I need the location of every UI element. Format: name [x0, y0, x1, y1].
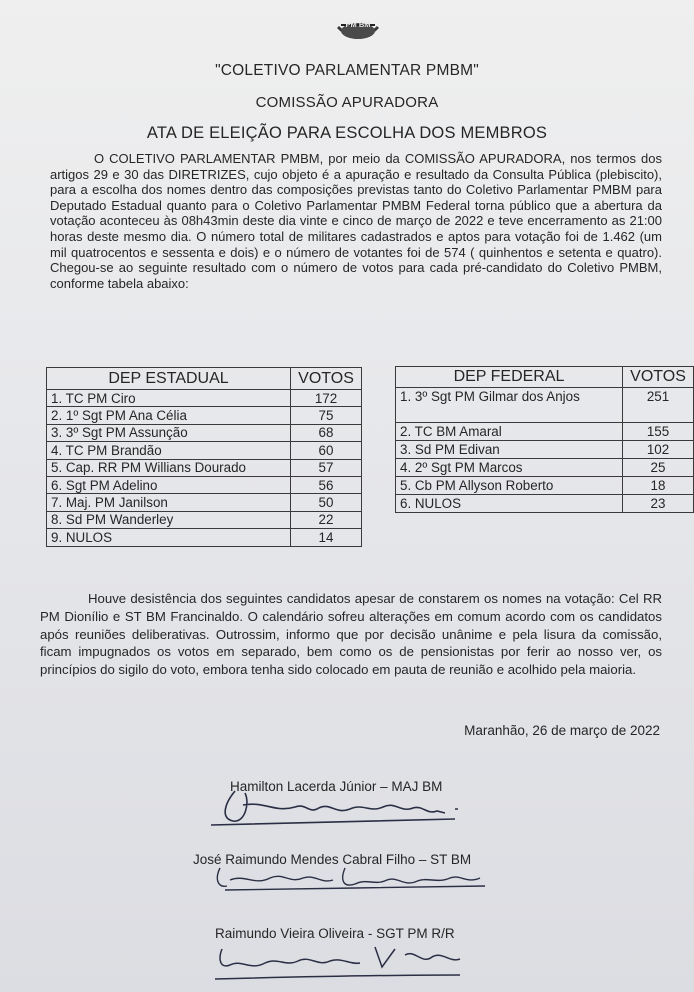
vote-count: 251 [623, 388, 694, 423]
vote-count: 57 [291, 459, 362, 476]
vote-count: 23 [623, 495, 694, 513]
vote-count: 14 [291, 529, 362, 546]
committee-title: COMISSÃO APURADORA [255, 94, 439, 111]
minutes-title: ATA DE ELEIÇÃO PARA ESCOLHA DOS MEMBROS [146, 124, 548, 142]
candidate-name: 8. Sd PM Wanderley [47, 511, 291, 528]
state-table-header-name: DEP ESTADUAL [47, 368, 291, 390]
vote-count: 25 [623, 459, 694, 477]
table-row [47, 407, 362, 424]
candidate-name: 1. TC PM Ciro [47, 390, 291, 407]
candidate-name: 5. Cb PM Allyson Roberto [396, 477, 623, 495]
candidate-name: 7. Maj. PM Janilson [47, 494, 291, 511]
table-row [47, 424, 362, 441]
intro-text: O COLETIVO PARLAMENTAR PMBM, por meio da COMISSÃO APURADORA, nos termos dos artigos 29 e 30 das DIRETRIZES, cujo objeto é a apuração e resultado da Consulta Pública (plebiscito), para a escolha dos nomes dentro das composições previstas tanto do Coletivo Parlamentar PMBM para Deputado Estadual quanto para o Coletivo Parlamentar PMBM Federal torna público que a abertura da votação aconteceu às 08h43min deste dia vinte e cinco de março de 2022 e teve encerramento as 21:00 horas deste mesmo dia. O número total de militares cadastrados e aptos para votação foi de 1.462 (um mil quatrocentos e sessenta e dois) e o número de votantes foi de 574 ( quinhentos e setenta e quatro). Chegou-se ao seguinte resultado com o número de votos para cada pré-candidato do Coletivo PMBM, conforme tabela abaixo: [50, 151, 662, 291]
candidate-name: 5. Cap. RR PM Willians Dourado [47, 459, 291, 476]
candidate-name: 6. Sgt PM Adelino [47, 476, 291, 493]
table-row [396, 441, 694, 459]
vote-count: 172 [291, 390, 362, 407]
federal-table-header-name: DEP FEDERAL [396, 367, 623, 388]
handwritten-signature-1 [205, 783, 485, 833]
candidate-name: 4. TC PM Brandão [47, 442, 291, 459]
vote-count: 22 [291, 511, 362, 528]
table-row [47, 459, 362, 476]
closing-text: Houve desistência dos seguintes candidatos apesar de constarem os nomes na votação: Cel RR PM Dionílio e ST BM Francinaldo. O calendário sofreu alterações em comum acordo com os candidatos após reuniões deliberativas. Outrossim, informo que por decisão unânime e pela lisura da comissão, ficam impugnados os votos em separado, bem como os de pensionistas por ferir ao nosso ver, os princípios do sigilo do voto, embora tenha sido colocado em pauta de reunião e acolhido pela maioria. [40, 591, 662, 678]
vote-count: 60 [291, 442, 362, 459]
table-row [47, 511, 362, 528]
handwritten-signature-2 [205, 858, 505, 898]
candidate-name: 3. Sd PM Edivan [396, 441, 623, 459]
document-date: Maranhão, 26 de março de 2022 [464, 723, 660, 738]
table-row [47, 529, 362, 546]
table-row [396, 388, 694, 423]
candidate-name: 1. 3º Sgt PM Gilmar dos Anjos [396, 388, 623, 423]
table-row [396, 423, 694, 441]
pmbm-logo [333, 16, 383, 46]
vote-count: 102 [623, 441, 694, 459]
table-row [396, 459, 694, 477]
candidate-name: 6. NULOS [396, 495, 623, 513]
handwritten-signature-3 [210, 935, 470, 985]
logo-text: PM BM [345, 20, 371, 29]
vote-count: 18 [623, 477, 694, 495]
signatory-name-1: Hamilton Lacerda Júnior – MAJ BM [230, 779, 443, 794]
vote-count: 68 [291, 424, 362, 441]
table-row [47, 476, 362, 493]
state-deputy-table [46, 367, 362, 547]
candidate-name: 4. 2º Sgt PM Marcos [396, 459, 623, 477]
candidate-name: 2. TC BM Amaral [396, 423, 623, 441]
table-row [47, 494, 362, 511]
federal-deputy-table [395, 366, 694, 513]
document-title: "COLETIVO PARLAMENTAR PMBM" [215, 62, 479, 79]
signatory-name-2: José Raimundo Mendes Cabral Filho – ST BM [193, 852, 472, 867]
vote-count: 56 [291, 476, 362, 493]
candidate-name: 9. NULOS [47, 529, 291, 546]
federal-table-header-votes: VOTOS [623, 367, 694, 388]
candidate-name: 3. 3º Sgt PM Assunção [47, 424, 291, 441]
candidate-name: 2. 1º Sgt PM Ana Célia [47, 407, 291, 424]
signatory-name-3: Raimundo Vieira Oliveira - SGT PM R/R [215, 926, 455, 941]
intro-paragraph [50, 151, 662, 291]
table-row [396, 495, 694, 513]
closing-paragraph [40, 590, 662, 679]
vote-count: 50 [291, 494, 362, 511]
state-table-header-votes: VOTOS [291, 368, 362, 390]
vote-count: 75 [291, 407, 362, 424]
table-row [47, 390, 362, 407]
vote-count: 155 [623, 423, 694, 441]
table-row [396, 477, 694, 495]
table-row [47, 442, 362, 459]
